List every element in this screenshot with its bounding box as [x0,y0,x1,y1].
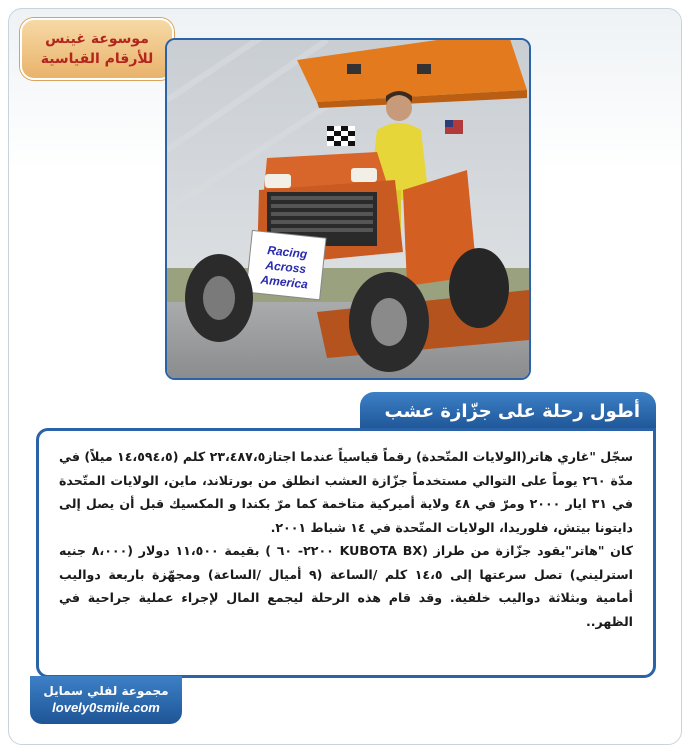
article-title-tab [360,392,656,430]
sign-text-line-2: Across [264,258,307,277]
badge-line-2: للأرقام القياسية [40,51,154,67]
sign-text-line-3: America [259,272,309,292]
guinness-badge [20,18,174,80]
footer-group-name: مجموعة لفلي سمايل [43,684,169,698]
article-photo [165,38,531,380]
article-paragraph-2: كان "هاتر"يقود جزّازة من طراز (KUBOTA BX ٢٢٠٠- ٦٠ ) بقيمة ١١،٥٠٠ دولار (٨،٠٠٠ جنيه استرليني) تصل سرعتها إلى ١٤،٥ كلم /الساعة (٩ أميال /الساعة) ومجهّزة باربعة دواليب أمامية وبثلاثة دواليب خلفية. وقد قام هذه الرحلة ليجمع المال لإجراء عملية جراحية في الظهر.. [59,543,633,629]
sign-text-line-1: Racing [266,243,308,262]
site-footer-tab[interactable] [30,676,182,724]
article-title: أطول رحلة على جزّازة عشب [384,400,640,422]
footer-site-link[interactable]: lovely0smile.com [52,700,160,715]
article-paragraph-1: سجّل "غاري هاتر(الولايات المتّحدة) رقماً قياسياً عندما اجتاز٢٣،٤٨٧،٥ كلم (١٤،٥٩٤،٥ ميلاً) في مدّة ٢٦٠ يوماً على التوالي مستخدماً جزّازة العشب انطلق من بورتلاند، ماين، الولايات المتّحدة في ٣١ ايار ٢٠٠٠ ومرّ في ٤٨ ولاية أميركية متاخمة كما مرّ بكندا و المكسيك قبل أن يصل إلى دايتونا بيتش، فلوريدا، الولايات المتّحدة في ١٤ شباط ٢٠٠١. [59,449,633,535]
lawn-tractor-illustration [167,40,529,378]
article-body [36,428,656,678]
badge-line-1: موسوعة غينس [45,31,149,47]
